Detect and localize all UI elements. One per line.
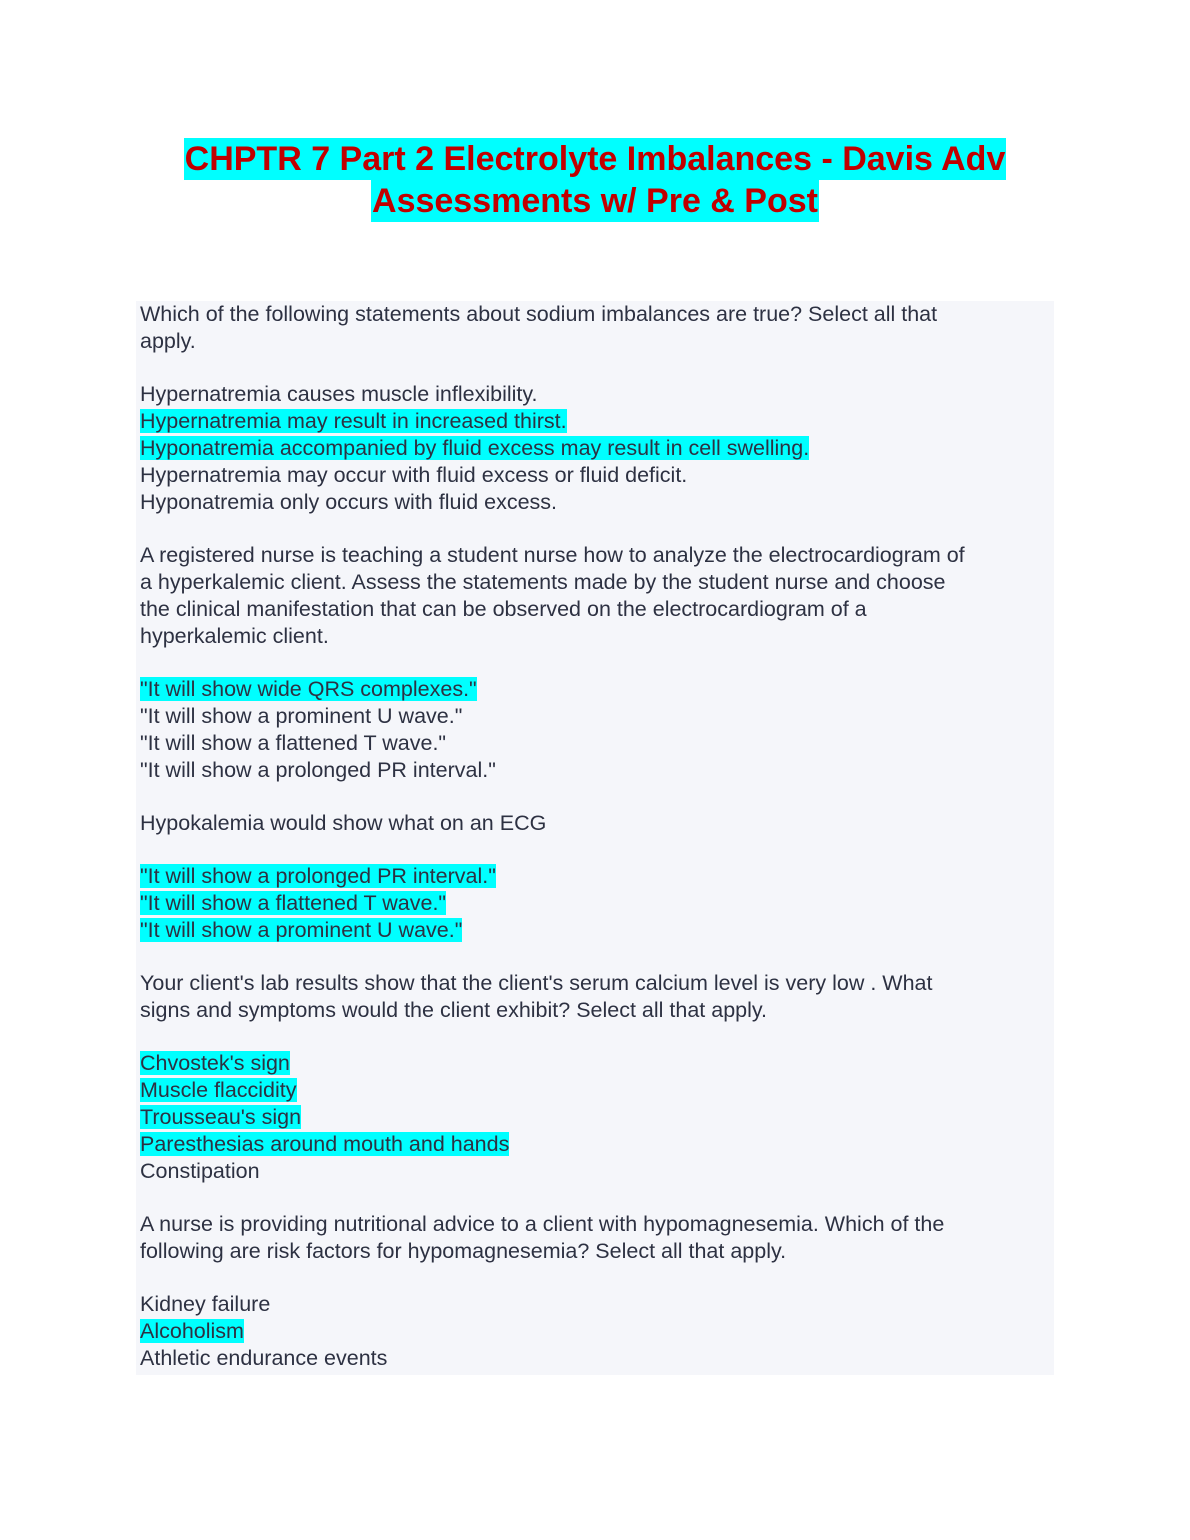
answer-option <box>140 703 1050 730</box>
answer-option-text: Hypernatremia may occur with fluid excess or fluid deficit. <box>140 463 688 487</box>
answer-option-text: Alcoholism <box>140 1319 244 1343</box>
answer-option <box>140 489 1050 516</box>
title-line-1: CHPTR 7 Part 2 Electrolyte Imbalances - Davis Adv <box>184 140 1006 178</box>
answer-options <box>140 1291 1050 1372</box>
answer-option-correct <box>140 408 1050 435</box>
answer-options <box>140 863 1050 944</box>
answer-option-text: "It will show a prolonged PR interval." <box>140 758 496 782</box>
question-list <box>140 301 1050 1398</box>
question-line: a hyperkalemic client. Assess the statements made by the student nurse and choose <box>140 570 946 594</box>
answer-option-text: "It will show a flattened T wave." <box>140 891 447 915</box>
question-line: A registered nurse is teaching a student nurse how to analyze the electrocardiogram of <box>140 543 965 567</box>
question-line: Hypokalemia would show what on an ECG <box>140 811 547 835</box>
answer-option-text: "It will show a flattened T wave." <box>140 731 447 755</box>
answer-option-text: Chvostek's sign <box>140 1051 290 1075</box>
answer-option-text: Trousseau's sign <box>140 1105 302 1129</box>
answer-option-correct <box>140 863 1050 890</box>
answer-option-text: Hypernatremia causes muscle inflexibility. <box>140 382 538 406</box>
answer-option <box>140 730 1050 757</box>
answer-option-text: Constipation <box>140 1159 260 1183</box>
answer-option-correct <box>140 1077 1050 1104</box>
question-line: apply. <box>140 329 196 353</box>
answer-option-text: Muscle flaccidity <box>140 1078 297 1102</box>
answer-option-correct <box>140 1050 1050 1077</box>
answer-option <box>140 1345 1050 1372</box>
answer-option-text: "It will show wide QRS complexes." <box>140 677 477 701</box>
answer-option-correct <box>140 676 1050 703</box>
answer-option <box>140 381 1050 408</box>
answer-option-correct <box>140 1131 1050 1158</box>
question-text <box>140 301 1050 355</box>
question-text <box>140 970 1050 1024</box>
question-text <box>140 542 1050 650</box>
answer-option-text: Kidney failure <box>140 1292 271 1316</box>
answer-options <box>140 1050 1050 1185</box>
question-line: following are risk factors for hypomagnesemia? Select all that apply. <box>140 1239 787 1263</box>
question-line: signs and symptoms would the client exhibit? Select all that apply. <box>140 998 768 1022</box>
answer-option-text: Athletic endurance events <box>140 1346 388 1370</box>
answer-option-text: "It will show a prolonged PR interval." <box>140 864 496 888</box>
answer-option-text: Hyponatremia only occurs with fluid excess. <box>140 490 558 514</box>
question-text <box>140 1211 1050 1265</box>
answer-options <box>140 676 1050 784</box>
document-title <box>0 138 1190 222</box>
answer-option <box>140 757 1050 784</box>
answer-option-correct <box>140 917 1050 944</box>
question-line: the clinical manifestation that can be observed on the electrocardiogram of a <box>140 597 867 621</box>
answer-option-correct <box>140 890 1050 917</box>
answer-option-text: "It will show a prominent U wave." <box>140 918 463 942</box>
question-line: hyperkalemic client. <box>140 624 329 648</box>
answer-option-correct <box>140 435 1050 462</box>
answer-option <box>140 1291 1050 1318</box>
question-line: A nurse is providing nutritional advice to a client with hypomagnesemia. Which of the <box>140 1212 945 1236</box>
answer-option-text: Hyponatremia accompanied by fluid excess may result in cell swelling. <box>140 436 810 460</box>
answer-option <box>140 462 1050 489</box>
question-line: Which of the following statements about sodium imbalances are true? Select all that <box>140 302 938 326</box>
title-line-2: Assessments w/ Pre & Post <box>372 182 818 220</box>
answer-option-text: "It will show a prominent U wave." <box>140 704 463 728</box>
question-line: Your client's lab results show that the client's serum calcium level is very low . What <box>140 971 933 995</box>
answer-option <box>140 1158 1050 1185</box>
answer-option-text: Hypernatremia may result in increased thirst. <box>140 409 567 433</box>
answer-option-correct <box>140 1104 1050 1131</box>
answer-option-correct <box>140 1318 1050 1345</box>
question-text <box>140 810 1050 837</box>
answer-option-text: Paresthesias around mouth and hands <box>140 1132 510 1156</box>
answer-options <box>140 381 1050 516</box>
